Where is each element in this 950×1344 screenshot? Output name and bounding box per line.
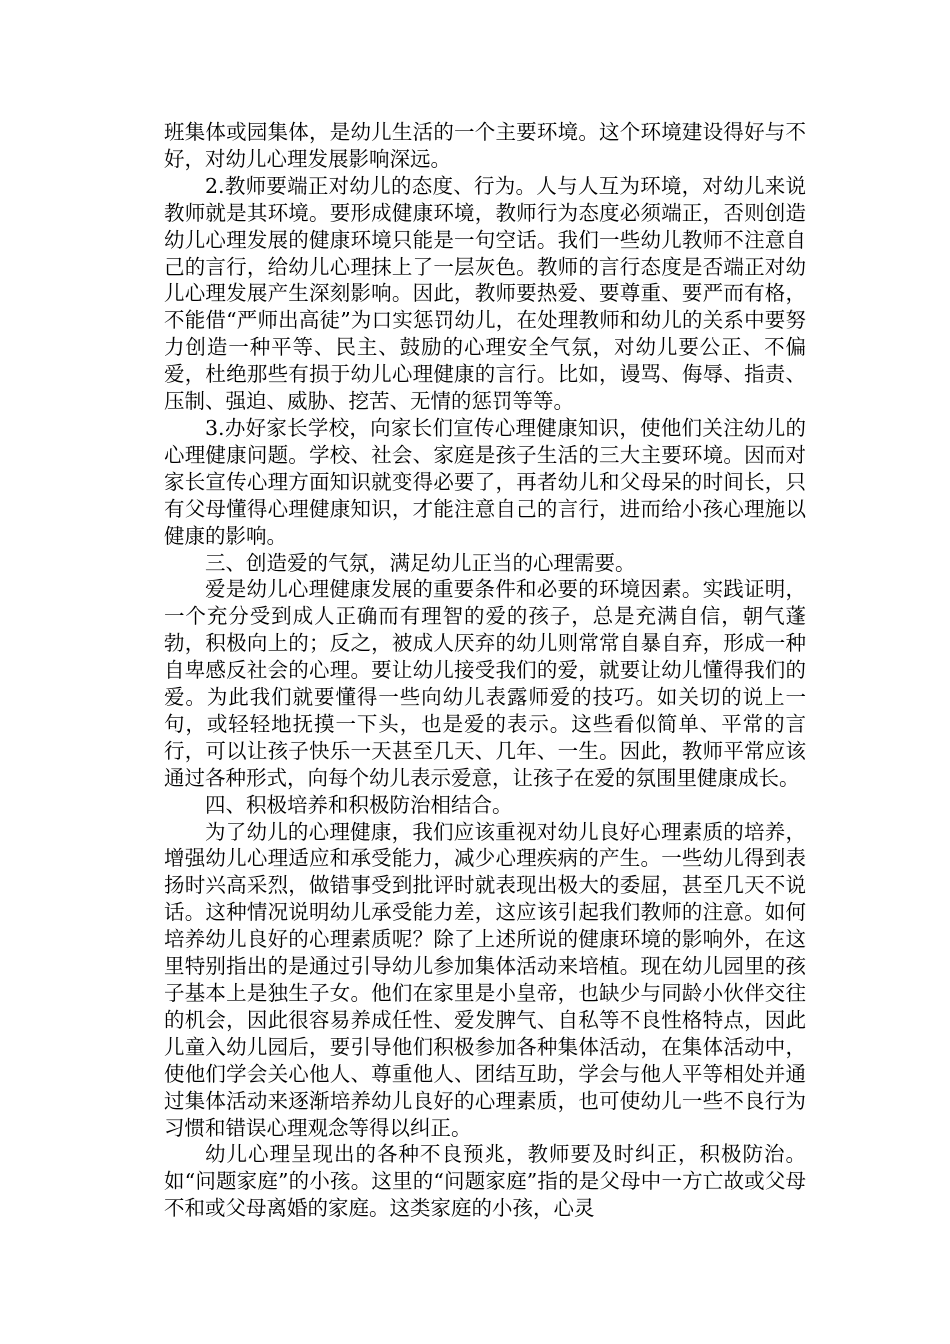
paragraph: 2.教师要端正对幼儿的态度、行为。人与人互为环境，对幼儿来说教师就是其环境。要形成健康环境，教师行为态度必须端正，否则创造幼儿心理发展的健康环境只能是一句空话。我们一些幼儿教师不注意自己的言行，给幼儿心理抹上了一层灰色。教师的言行态度是否端正对幼儿心理发展产生深刻影响。因此，教师要热爱、要尊重、要严而有格，不能借“严师出高徒”为口实惩罚幼儿，在处理教师和幼儿的关系中要努力创造一种平等、民主、鼓励的心理安全气氛，对幼儿要公正、不偏爱，杜绝那些有损于幼儿心理健康的言行。比如，谩骂、侮辱、指责、压制、强迫、威胁、挖苦、无情的惩罚等等。 (164, 173, 806, 414)
paragraph: 3.办好家长学校，向家长们宣传心理健康知识，使他们关注幼儿的心理健康问题。学校、社会、家庭是孩子生活的三大主要环境。因而对家长宣传心理方面知识就变得必要了，再者幼儿和父母呆的时间长，只有父母懂得心理健康知识，才能注意自己的言行，进而给小孩心理施以健康的影响。 (164, 415, 806, 548)
section-heading: 四、积极培养和积极防治相结合。 (205, 792, 513, 817)
paragraph: 为了幼儿的心理健康，我们应该重视对幼儿良好心理素质的培养，增强幼儿心理适应和承受能力，减少心理疾病的产生。一些幼儿得到表扬时兴高采烈，做错事受到批评时就表现出极大的委屈，甚至几天不说话。这种情况说明幼儿承受能力差，这应该引起我们教师的注意。如何培养幼儿良好的心理素质呢？除了上述所说的健康环境的影响外，在这里特别指出的是通过引导幼儿参加集体活动来培植。现在幼儿园里的孩子基本上是独生子女。他们在家里是小皇帝，也缺少与同龄小伙伴交往的机会，因此很容易养成任性、爱发脾气、自私等不良性格特点，因此儿童入幼儿园后，要引导他们积极参加各种集体活动，在集体活动中，使他们学会关心他人、尊重他人、团结互助，学会与他人平等相处并通过集体活动来逐渐培养幼儿良好的心理素质，也可使幼儿一些不良行为习惯和错误心理观念等得以纠正。 (164, 819, 806, 1140)
section-heading: 三、创造爱的气氛，满足幼儿正当的心理需要。 (205, 550, 636, 575)
paragraph: 班集体或园集体，是幼儿生活的一个主要环境。这个环境建设得好与不好，对幼儿心理发展影响深远。 (164, 120, 806, 171)
paragraph: 幼儿心理呈现出的各种不良预兆，教师要及时纠正，积极防治。如“问题家庭”的小孩。这里的“问题家庭”指的是父母中一方亡故或父母不和或父母离婚的家庭。这类家庭的小孩，心灵 (164, 1142, 806, 1221)
document-page (164, 119, 806, 1222)
paragraph: 爱是幼儿心理健康发展的重要条件和必要的环境因素。实践证明，一个充分受到成人正确而有理智的爱的孩子，总是充满自信，朝气蓬勃，积极向上的；反之，被成人厌弃的幼儿则常常自暴自弃，形成一种自卑感反社会的心理。要让幼儿接受我们的爱，就要让幼儿懂得我们的爱。为此我们就要懂得一些向幼儿表露师爱的技巧。如关切的说上一句，或轻轻地抚摸一下头，也是爱的表示。这些看似简单、平常的言行，可以让孩子快乐一天甚至几天、几年、一生。因此，教师平常应该通过各种形式，向每个幼儿表示爱意，让孩子在爱的氛围里健康成长。 (164, 577, 806, 790)
